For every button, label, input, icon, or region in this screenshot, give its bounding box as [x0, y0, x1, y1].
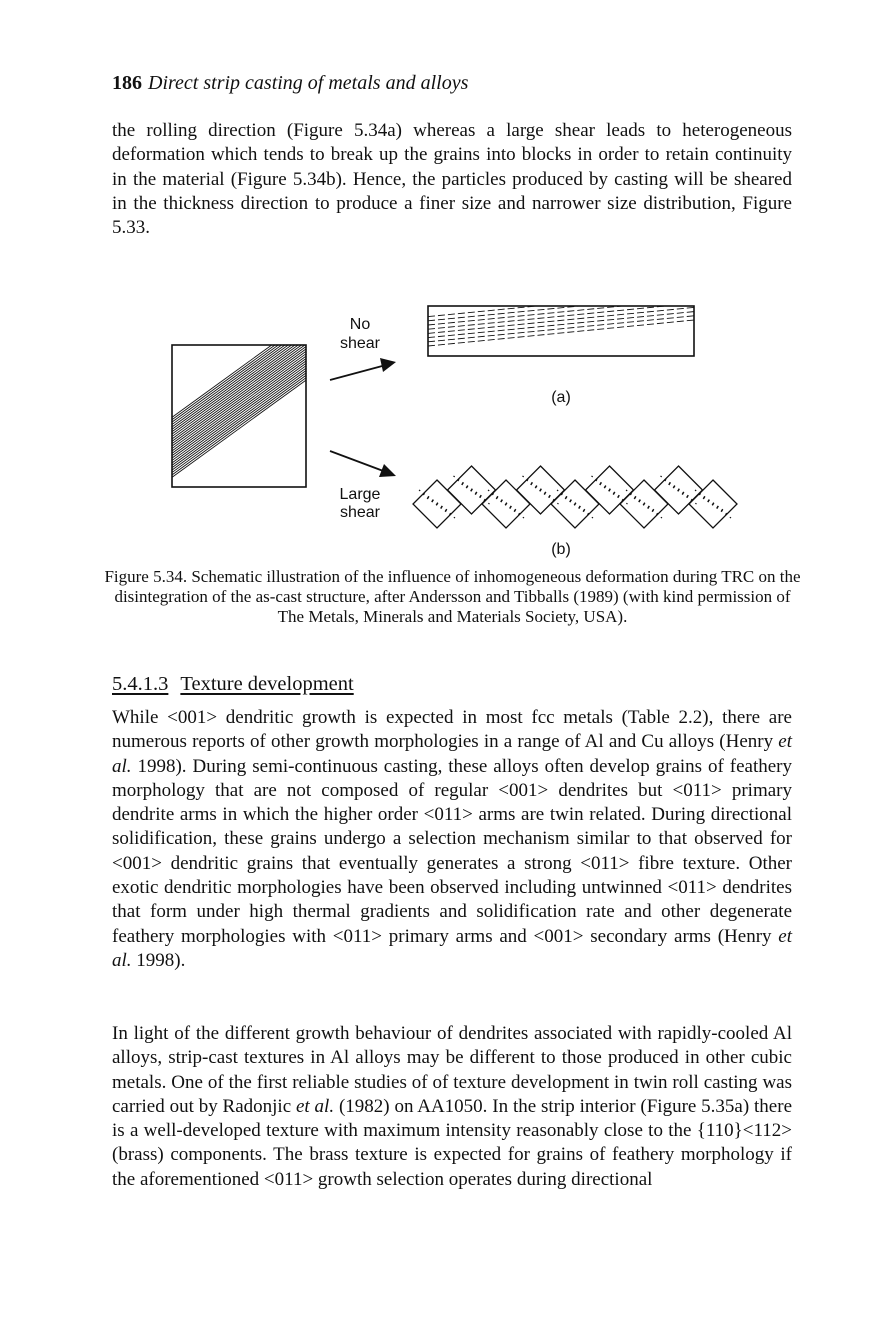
block-dots [699, 494, 727, 514]
page-number: 186 [112, 72, 142, 94]
dashed-band-line [428, 299, 694, 325]
block-dots [561, 494, 589, 514]
section-number: 5.4.1.3 [112, 673, 169, 695]
no-shear-arrow [330, 358, 396, 380]
dashed-band-line [428, 303, 694, 329]
dashed-band-line [428, 298, 694, 321]
dashed-band-line [428, 320, 694, 346]
label-large-shear-line2: shear [339, 504, 381, 521]
running-head [112, 72, 468, 95]
sheared-band-hatching [160, 310, 320, 486]
hatch-line [160, 348, 320, 464]
section-title: Texture development [180, 673, 354, 695]
panel-a-label: (a) [551, 389, 571, 406]
block-dots [596, 480, 624, 500]
book-title: Direct strip casting of metals and alloys [148, 72, 469, 94]
block-dots [665, 480, 693, 500]
label-large-shear-line1: Large [339, 486, 381, 503]
block-dots [492, 494, 520, 514]
as-cast-block [160, 310, 320, 487]
label-no-shear-line2: shear [339, 335, 381, 352]
block-dots [630, 494, 658, 514]
hatch-line [160, 344, 320, 460]
section-heading [112, 673, 354, 696]
hatch-line [160, 334, 320, 450]
hatch-line [160, 346, 320, 462]
large-shear-arrow [330, 451, 396, 477]
dashed-band-line [428, 312, 694, 338]
hatch-line [160, 332, 320, 448]
dashed-band-line [428, 298, 694, 317]
hatch-line [160, 336, 320, 452]
homogeneous-strip [428, 298, 694, 356]
figure-drawing [0, 298, 885, 563]
hatch-line [160, 341, 320, 457]
body-paragraph-1: the rolling direction (Figure 5.34a) whereas a large shear leads to heterogeneous deformation which tends to break up the grains into blocks in order to retain continuity in the material (Figure 5.34b). Hence, the particles produced by casting will be sheared in the thickness direction to produce a finer size and narrower size distribution, Figure 5.33. [112, 120, 792, 239]
label-no-shear-line1: No [349, 316, 371, 333]
body-paragraph-2: While <001> dendritic growth is expected in most fcc metals (Table 2.2), there are numerous reports of other growth morphologies in a range of Al and Cu alloys (Henry et al. 1998). During semi-continuous casting, these alloys often develop grains of feathery morphology that are not composed of regular <001> dendrites but <011> primary dendrite arms in which the higher order <011> arms are twin related. During directional solidification, these grains undergo a selection mechanism similar to that observed for <001> dendritic grains that eventually generates a strong <011> fibre texture. Other exotic dendritic morphologies have been observed including untwinned <011> dendrites that form under high thermal gradients and solidification rate and other degenerate feathery morphologies with <011> primary arms and <001> secondary arms (Henry et al. 1998). [112, 707, 792, 971]
figure-5-34 [0, 298, 885, 563]
figure-caption: Figure 5.34. Schematic illustration of the influence of inhomogeneous deformation during TRC on the disintegration of the as-cast structure, after Andersson and Tibballs (1989) (with kind permission of The Metals, Minerals and Materials Society, USA). [104, 567, 801, 626]
dashed-band-line [428, 307, 694, 333]
panel-b-label: (b) [551, 541, 571, 558]
body-paragraph-3: In light of the different growth behaviour of dendrites associated with rapidly-cooled Al alloys, strip-cast textures in Al alloys may be different to those produced in other cubic metals. One of the first reliable studies of of texture development in twin roll casting was carried out by Radonjic et al. (1982) on AA1050. In the strip interior (Figure 5.35a) there is a well-developed texture with maximum intensity reasonably close to the {110}<112> (brass) components. The brass texture is expected for grains of feathery morphology if the aforementioned <011> growth selection operates during directional [112, 1023, 792, 1190]
hatch-line [160, 339, 320, 455]
block-dots [527, 480, 555, 500]
block-dots [423, 494, 451, 514]
block-dots [458, 480, 486, 500]
sheared-block-chain [413, 466, 737, 528]
dashed-band-line [428, 316, 694, 342]
